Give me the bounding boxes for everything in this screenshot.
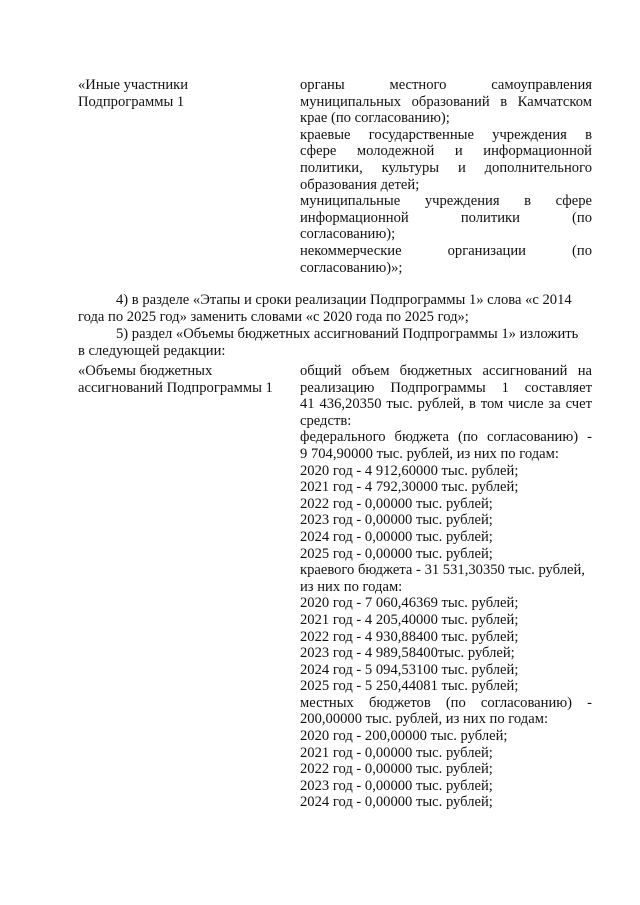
participants-label-line: «Иные участники [78,77,189,93]
value-line: 2024 год - 0,00000 тыс. рублей; [300,794,493,811]
value-line: 2023 год - 0,00000 тыс. рублей; [300,512,493,529]
paragraph-line: 4) в разделе «Этапы и сроки реализации Подпрограммы 1» слова «с 2014 [116,292,572,308]
value-line: 2025 год - 0,00000 тыс. рублей; [300,545,493,562]
value-line: 2022 год - 0,00000 тыс. рублей; [300,761,493,778]
value-line: краевые государственные учреждения в [300,126,592,143]
value-line: согласованию)»; [300,259,403,276]
value-line: федерального бюджета (по согласованию) - [300,429,592,446]
value-line: 2022 год - 0,00000 тыс. рублей; [300,495,493,512]
value-line: 2020 год - 200,00000 тыс. рублей; [300,728,508,745]
value-line: муниципальных образований в Камчатском [300,93,592,110]
value-line: информационной политики (по [300,209,592,226]
paragraph-line: 5) раздел «Объемы бюджетных ассигнований Подпрограммы 1» изложить [116,326,579,342]
value-line: некоммерческие организации (по [300,242,592,259]
value-line: 2021 год - 4 792,30000 тыс. рублей; [300,479,519,496]
budget-label-cell [78,363,293,396]
value-line: общий объем бюджетных ассигнований на [300,363,592,379]
paragraph-line: года по 2025 год» заменить словами «с 2020 года по 2025 год»; [78,308,469,325]
budget-label-line: ассигнований Подпрограммы 1 [78,379,273,396]
value-line: 2020 год - 4 912,60000 тыс. рублей; [300,462,519,479]
value-line: 2023 год - 0,00000 тыс. рублей; [300,777,493,794]
value-line: 200,00000 тыс. рублей, из них по годам: [300,711,549,728]
value-line: органы местного самоуправления [300,77,592,93]
budget-value-cell [300,363,592,811]
value-line: реализацию Подпрограммы 1 составляет [300,379,592,396]
value-line: из них по годам: [300,578,403,595]
value-line: 2021 год - 4 205,40000 тыс. рублей; [300,611,519,628]
participants-label-cell [78,77,293,110]
value-line: средств: [300,412,352,429]
value-line: муниципальные учреждения в сфере [300,193,592,210]
amendment-paragraph-4 [78,292,594,325]
value-line: сфере молодежной и информационной [300,143,592,160]
value-line: крае (по согласованию); [300,110,450,127]
value-line: 2022 год - 4 930,88400 тыс. рублей; [300,628,519,645]
value-line: местных бюджетов (по согласованию) - [300,694,592,711]
participants-value-cell [300,77,592,276]
value-line: 2024 год - 0,00000 тыс. рублей; [300,528,493,545]
value-line: согласованию); [300,226,396,243]
value-line: 2023 год - 4 989,58400тыс. рублей; [300,645,515,662]
value-line: 2021 год - 0,00000 тыс. рублей; [300,744,493,761]
paragraph-line: в следующей редакции: [78,342,226,359]
participants-label-line: Подпрограммы 1 [78,93,185,110]
value-line: 2020 год - 7 060,46369 тыс. рублей; [300,595,519,612]
value-line: 9 704,90000 тыс. рублей, из них по годам: [300,445,559,462]
amendment-paragraph-5 [78,326,594,359]
value-line: политики, культуры и дополнительного [300,159,592,176]
value-line: 2024 год - 5 094,53100 тыс. рублей; [300,661,519,678]
value-line: краевого бюджета - 31 531,30350 тыс. рублей, [300,562,585,579]
budget-label-line: «Объемы бюджетных [78,363,213,379]
value-line: 2025 год - 5 250,44081 тыс. рублей; [300,678,519,695]
value-line: 41 436,20350 тыс. рублей, в том числе за счет [300,396,592,413]
value-line: образования детей; [300,176,420,193]
